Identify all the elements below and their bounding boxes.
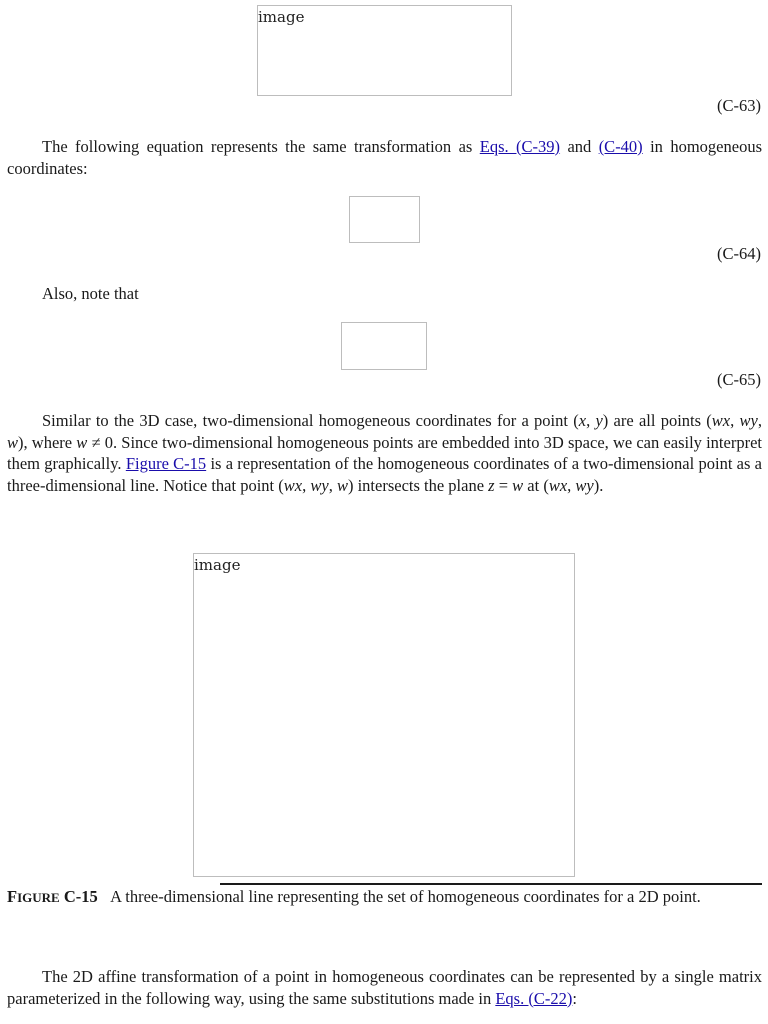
figure-c15-link[interactable]: Figure C-15 xyxy=(125,454,207,473)
caption-label: FIGURE C-15 xyxy=(7,887,98,906)
equation-number-c64: (C-64) xyxy=(717,244,761,263)
eqs-c22-link[interactable]: Eqs. (C-22) xyxy=(495,988,573,1008)
equation-image-c63 xyxy=(257,5,512,96)
equation-image-c64 xyxy=(349,196,420,243)
paragraph-2d-affine: The 2D affine transformation of a point in homogeneous coordinates can be represented by a single matrix parameterized in the following way, using the same substitutions made in Eqs. (C-22): xyxy=(7,967,762,1008)
equation-number-c63: (C-63) xyxy=(717,96,761,115)
figure-c15-image xyxy=(193,553,575,877)
caption-rule xyxy=(220,883,762,885)
paragraph-homogeneous-transform: The following equation represents the same transformation as Eqs. (C-39) and (C-40) in homogeneous coordinates: xyxy=(7,137,762,178)
paragraph-also-note: Also, note that xyxy=(42,284,139,303)
eq-c40-link[interactable]: (C-40) xyxy=(598,137,643,156)
image-alt-text: image xyxy=(194,556,241,574)
eqs-c39-link[interactable]: Eqs. (C-39) xyxy=(479,137,561,156)
equation-number-c65: (C-65) xyxy=(717,370,761,389)
figure-caption xyxy=(7,886,762,908)
image-alt-text: image xyxy=(258,8,305,26)
equation-image-c65 xyxy=(341,322,427,370)
paragraph-2d-homogeneous: Similar to the 3D case, two-dimensional homogeneous coordinates for a point (x, y) are all points (wx, wy, w), where w ≠ 0. Since two-dimensional homogeneous points are embedded into 3D space, we can easily interpret them graphically. Figure C-15 is a representation of the homogeneous coordinates of a two-dimensional point as a three-dimensional line. Notice that point (wx, wy, w) intersects the plane z = w at (wx, wy). xyxy=(7,411,762,495)
caption-text: A three-dimensional line representing the set of homogeneous coordinates for a 2D point. xyxy=(110,887,701,906)
